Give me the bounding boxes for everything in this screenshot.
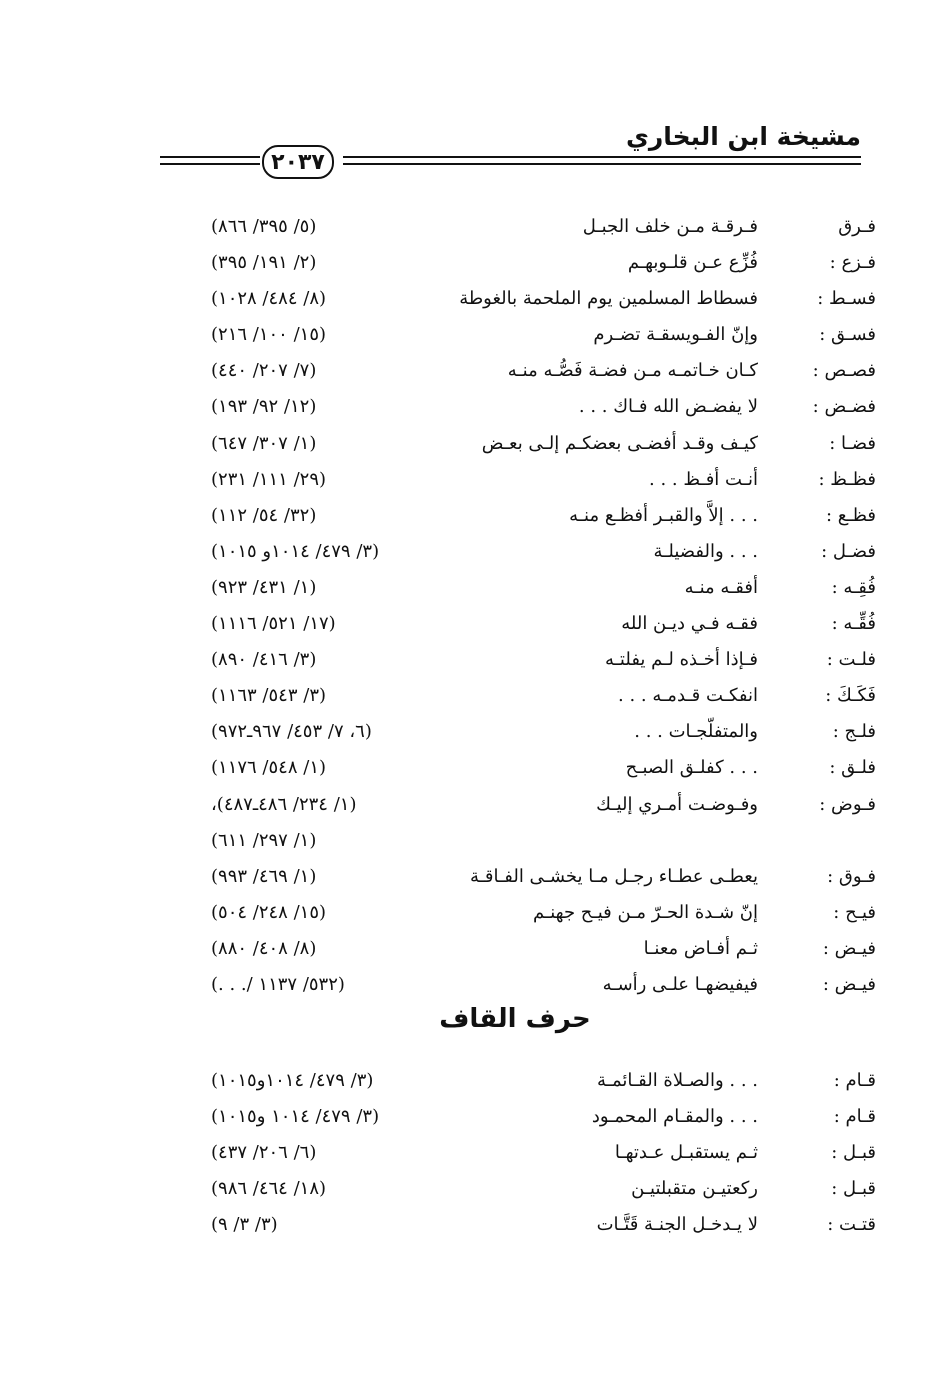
entry-text: فـرقـة مـن خلف الجبـل xyxy=(582,216,758,237)
entry-root: فُقِـه : xyxy=(831,576,876,598)
entry-root: فـزع : xyxy=(829,252,876,274)
entry-root: فيـح : xyxy=(833,901,876,923)
entry-reference: (١٥/ ٢٤٨/ ٥٠٤) xyxy=(211,901,327,923)
entry-text: وإنّ الفـويسقـة تضـرم xyxy=(593,324,758,346)
entry-reference: (٨/ ٤٨٤/ ١٠٢٨) xyxy=(211,288,327,310)
header-rule xyxy=(160,163,260,165)
entry-root: قتـت : xyxy=(827,1214,876,1236)
index-entry xyxy=(156,1210,876,1246)
index-entry xyxy=(156,898,876,934)
entry-root: فَكَـكَ : xyxy=(825,685,876,707)
index-entry xyxy=(156,320,876,356)
index-entry xyxy=(156,790,876,826)
entry-text: لا يفضـض الله فـاك . . . xyxy=(578,396,758,418)
entry-reference: (٣/ ٤٧٩/ ١٠١٤و١٠١٥) xyxy=(211,1070,374,1091)
entry-root: قـام : xyxy=(833,1106,876,1128)
entry-root: فيـض : xyxy=(822,973,876,995)
index-entry xyxy=(156,934,876,970)
entry-root: فلـج : xyxy=(832,721,876,743)
entry-text: أفقـه منـه xyxy=(684,576,758,598)
entry-root: فسـق : xyxy=(819,324,876,346)
book-title: مشيخة ابن البخاري xyxy=(625,122,861,151)
entry-text: . . . والصـلاة القـائمـة xyxy=(597,1070,758,1091)
entry-root: فظـع : xyxy=(825,504,876,526)
index-entry xyxy=(156,248,876,284)
entry-text: إنّ شـدة الحـرّ مـن فيـح جهنـم xyxy=(532,901,758,923)
entry-reference: (١٧/ ٥٢١/ ١١١٦) xyxy=(211,613,336,635)
entry-reference: (٨/ ٤٠٨/ ٨٨٠) xyxy=(211,937,317,959)
entry-text: كـان خـاتمـه مـن فضـة فَصُّـه منـه xyxy=(507,360,758,382)
index-entry xyxy=(156,537,876,573)
entry-reference: (٧/ ٢٠٧/ ٤٤٠) xyxy=(211,360,317,382)
entry-text: وفـوضـت أمـري إليـك xyxy=(596,793,758,815)
entry-text: . . . إلاَّ والقبـر أفظـع منـه xyxy=(569,504,758,526)
entry-root: فلـت : xyxy=(826,649,876,671)
entry-text: ثـم يستقبـل عـدتهـا xyxy=(614,1142,758,1164)
entry-root: فيـض : xyxy=(822,937,876,959)
entry-text: لا يـدخـل الجنـة قَتَّـات xyxy=(596,1214,758,1236)
entry-root: فضـض : xyxy=(812,396,876,418)
entry-text: . . . والمقـام المحمـود xyxy=(591,1106,758,1128)
entry-text: يعطـى عطـاء رجـل مـا يخشـى الفـاقـة xyxy=(469,865,758,887)
index-entry xyxy=(156,681,876,717)
section-heading: حرف القاف xyxy=(439,1004,591,1034)
index-entry xyxy=(156,573,876,609)
entry-reference: (١/ ٢٣٤/ ٤٨٦ـ٤٨٧)، xyxy=(211,793,357,815)
entry-text: ركعتيـن متقبلتيـن xyxy=(631,1178,758,1200)
entry-root: فضـا : xyxy=(829,432,876,454)
index-entry xyxy=(156,753,876,789)
entry-text: فقـه فـي ديـن الله xyxy=(621,613,758,635)
entry-reference: (٣/ ٤٧٩/ ١٠١٤ و١٠١٥) xyxy=(211,1106,380,1128)
header-rule xyxy=(160,156,260,158)
header-rule xyxy=(343,156,861,158)
index-entry xyxy=(156,862,876,898)
entry-root: قـام : xyxy=(833,1070,876,1091)
entry-root: فـرق xyxy=(838,216,876,237)
entry-reference: (١/ ٤٦٩/ ٩٩٣) xyxy=(211,865,317,887)
index-entry xyxy=(156,970,876,1006)
entry-text: . . . والفضيلـة xyxy=(653,540,758,562)
entry-reference: (٥/ ٣٩٥/ ٨٦٦) xyxy=(211,216,317,237)
index-entry xyxy=(156,609,876,645)
header-rule xyxy=(343,163,861,165)
index-entry xyxy=(156,501,876,537)
entry-reference: (٦، ٧/ ٤٥٣/ ٩٦٧ـ٩٧٢) xyxy=(211,721,372,743)
index-entry xyxy=(156,645,876,681)
index-entry xyxy=(156,284,876,320)
entry-reference: (١٢/ ٩٢/ ١٩٣) xyxy=(211,396,317,418)
index-entry xyxy=(156,1066,876,1102)
entry-root: قبـل : xyxy=(831,1142,876,1164)
entry-root: فصـص : xyxy=(812,360,876,382)
entry-root: فُقِّـه : xyxy=(831,613,876,635)
entry-text: فـإذا أخـذه لـم يفلتـه xyxy=(605,649,758,671)
entry-reference: (٣/ ٤١٦/ ٨٩٠) xyxy=(211,649,317,671)
index-entry xyxy=(156,826,876,862)
index-entry xyxy=(156,212,876,248)
entry-text: انفكـت قـدمـه . . . xyxy=(618,685,758,707)
index-entry xyxy=(156,1174,876,1210)
index-entry xyxy=(156,429,876,465)
entry-reference: (٢٩/ ١١١/ ٢٣١) xyxy=(211,468,327,490)
entry-root: فضـل : xyxy=(821,540,876,562)
entry-reference: (١/ ٥٤٨/ ١١٧٦) xyxy=(211,757,327,779)
entry-root: فـوض : xyxy=(819,793,876,815)
entry-reference: (١٥/ ١٠٠/ ٢١٦) xyxy=(211,324,327,346)
entry-root: فسـط : xyxy=(817,288,876,310)
entry-reference: (١٨/ ٤٦٤/ ٩٨٦) xyxy=(211,1178,327,1200)
entry-reference: (١/ ٢٩٧/ ٦١١) xyxy=(211,829,317,851)
index-entry xyxy=(156,717,876,753)
index-list-qaf xyxy=(156,1066,876,1246)
entry-reference: (٣/ ٣/ ٩) xyxy=(211,1214,278,1236)
index-entry xyxy=(156,1138,876,1174)
entry-reference: (١/ ٣٠٧/ ٦٤٧) xyxy=(211,432,317,454)
entry-root: فلـق : xyxy=(829,757,876,779)
entry-root: فظـظ : xyxy=(818,468,876,490)
entry-text: كيـف وقـد أفضـى بعضكـم إلـى بعـض xyxy=(481,432,758,454)
entry-reference: (٣/ ٤٧٩/ ١٠١٤و ١٠١٥) xyxy=(211,540,380,562)
entry-reference: (١/ ٤٣١/ ٩٢٣) xyxy=(211,576,317,598)
index-entry xyxy=(156,465,876,501)
entry-reference: (٣/ ٥٤٣/ ١١٦٣) xyxy=(211,685,327,707)
entry-root: فـوق : xyxy=(827,865,876,887)
entry-reference: (. . ./ ٥٣٢/ ١١٣٧) xyxy=(211,973,345,995)
entry-reference: (٦/ ٢٠٦/ ٤٣٧) xyxy=(211,1142,317,1164)
entry-text: فسطاط المسلمين يوم الملحمة بالغوطة xyxy=(459,288,758,310)
index-entry xyxy=(156,1102,876,1138)
index-entry xyxy=(156,392,876,428)
page-number: ٢٠٣٧ xyxy=(262,145,334,179)
index-list-fa xyxy=(156,212,876,1006)
entry-reference: (٢/ ١٩١/ ٣٩٥) xyxy=(211,252,317,274)
entry-text: فُزِّع عـن قلـوبهـم xyxy=(627,252,758,274)
entry-root: قبـل : xyxy=(831,1178,876,1200)
entry-text: فيفيضهـا علـى رأسـه xyxy=(602,973,758,995)
entry-text: أنـت أفـظ . . . xyxy=(649,468,758,490)
entry-text: والمتفلّجـات . . . xyxy=(634,721,758,743)
entry-text: . . . كفلـق الصبـح xyxy=(625,757,758,779)
entry-reference: (٣٢/ ٥٤/ ١١٢) xyxy=(211,504,317,526)
index-entry xyxy=(156,356,876,392)
entry-text: ثـم أفـاض معنـا xyxy=(643,937,758,959)
